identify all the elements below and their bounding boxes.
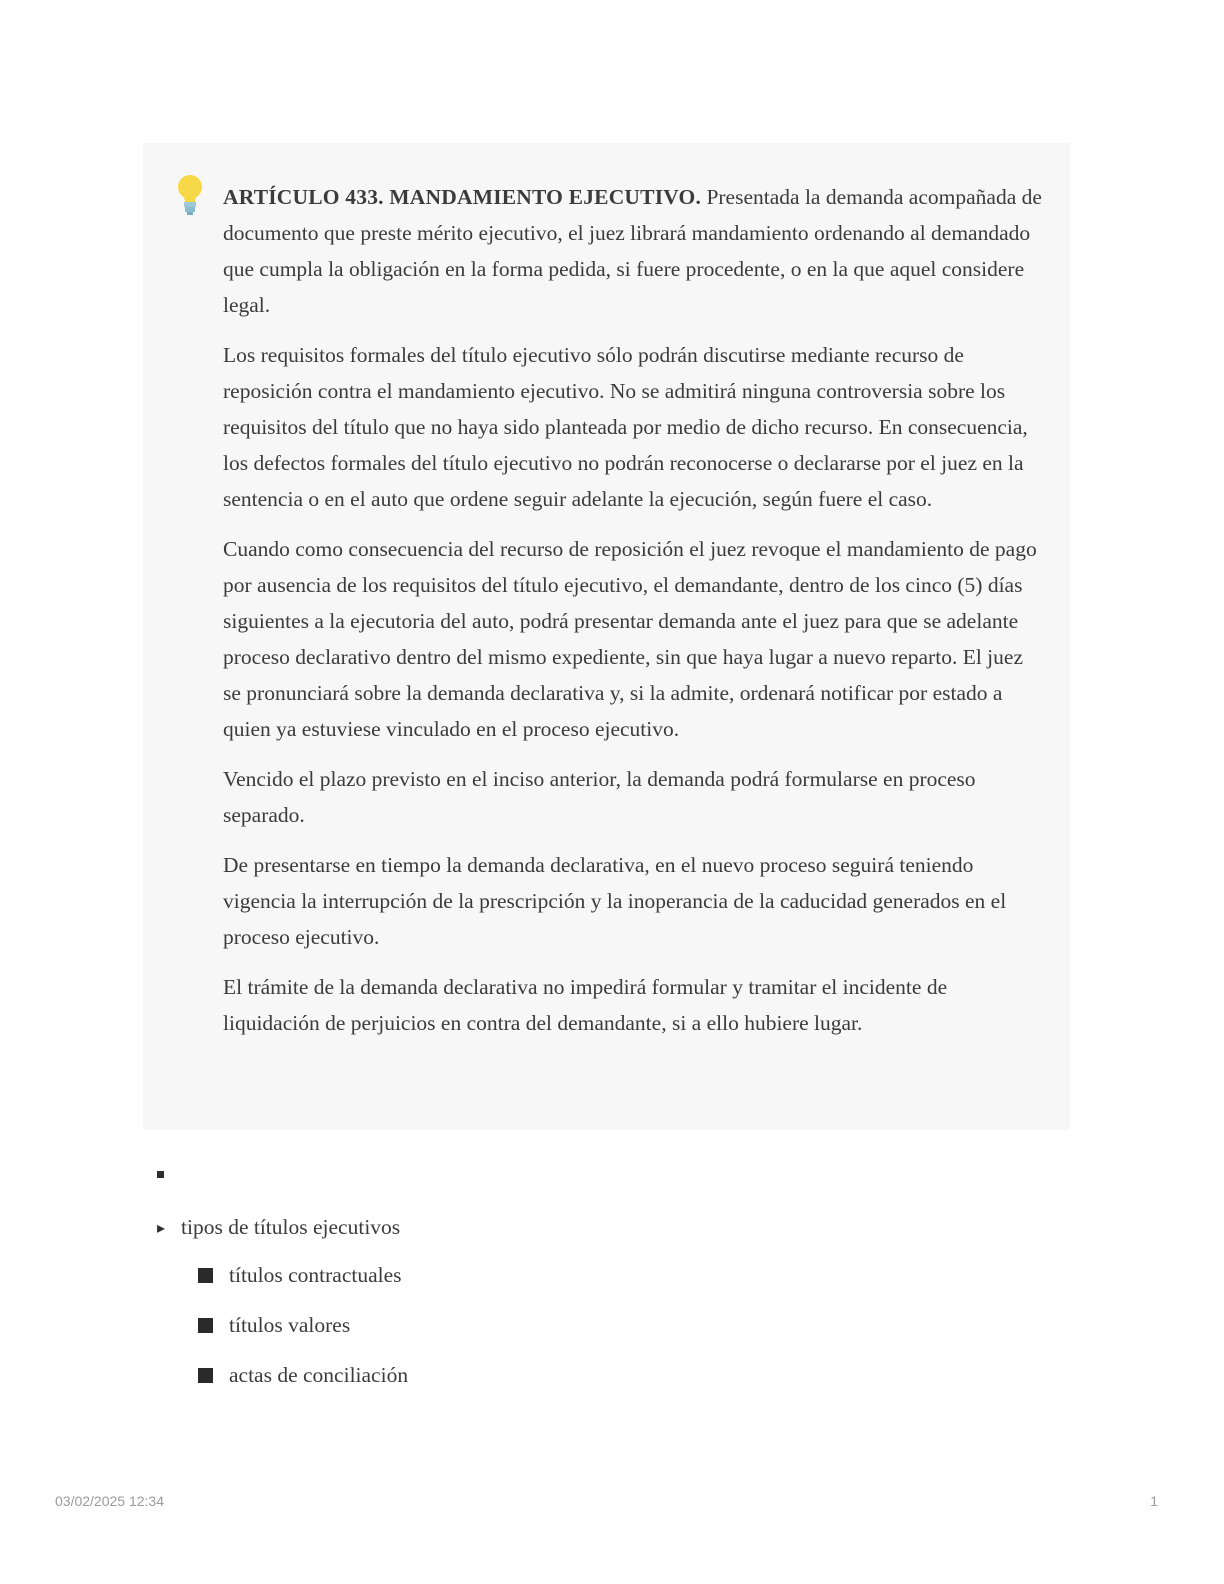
list-item — [198, 1308, 408, 1342]
toggle-sublist — [198, 1258, 408, 1408]
empty-bullet — [157, 1171, 164, 1178]
footer-timestamp: 03/02/2025 12:34 — [55, 1493, 164, 1509]
square-bullet-icon — [198, 1318, 213, 1333]
callout-paragraph-5: De presentarse en tiempo la demanda declarativa, en el nuevo proceso seguirá teniendo vigencia la interrupción de la prescripción y la inoperancia de la caducidad generados en el proceso ejecutivo. — [223, 853, 1007, 949]
footer-page-number: 1 — [1150, 1493, 1158, 1509]
list-item-label: títulos contractuales — [229, 1262, 402, 1287]
toggle-tipos-de-titulos[interactable] — [157, 1210, 400, 1244]
list-item — [198, 1258, 408, 1292]
list-item-label: actas de conciliación — [229, 1362, 409, 1387]
callout-paragraph-3: Cuando como consecuencia del recurso de reposición el juez revoque el mandamiento de pago por ausencia de los requisitos del título ejecutivo, el demandante, dentro de los cinco (5) días siguientes a la ejecutoria del auto, podrá presentar demanda ante el juez para que se adelante proceso declarativo dentro del mismo expediente, sin que haya lugar a nuevo reparto. El juez se pronunciará sobre la demanda declarativa y, si la admite, ordenará notificar por estado a quien ya estuviese vinculado en el proceso ejecutivo. — [223, 537, 1037, 741]
callout-paragraph-2: Los requisitos formales del título ejecutivo sólo podrán discutirse mediante recurso de reposición contra el mandamiento ejecutivo. No se admitirá ninguna controversia sobre los requisitos del título que no haya sido planteada por medio de dicho recurso. En consecuencia, los defectos formales del título ejecutivo no podrán reconocerse o declararse por el juez en la sentencia o en el auto que ordene seguir adelante la ejecución, según fuere el caso. — [223, 343, 1028, 511]
callout-paragraph-1 — [223, 179, 1044, 323]
list-item-label: títulos valores — [229, 1312, 351, 1337]
list-item — [198, 1358, 408, 1392]
callout-block — [143, 143, 1070, 1130]
light-bulb-icon — [172, 172, 208, 216]
triangle-right-icon[interactable]: ▸ — [157, 1217, 166, 1237]
callout-paragraph-1-text: Presentada la demanda acompañada de documento que preste mérito ejecutivo, el juez librará mandamiento ordenando al demandado que cumpla la obligación en la forma pedida, si fuere procedente, o en la que aquel considere legal. — [223, 185, 1042, 317]
square-bullet-icon — [198, 1368, 213, 1383]
square-bullet-icon — [198, 1268, 213, 1283]
callout-paragraph-4: Vencido el plazo previsto en el inciso anterior, la demanda podrá formularse en proceso separado. — [223, 767, 976, 827]
callout-heading: ARTÍCULO 433. MANDAMIENTO EJECUTIVO. — [223, 185, 702, 209]
callout-paragraph-6: El trámite de la demanda declarativa no impedirá formular y tramitar el incidente de liquidación de perjuicios en contra del demandante, si a ello hubiere lugar. — [223, 975, 948, 1035]
toggle-label: tipos de títulos ejecutivos — [181, 1214, 401, 1239]
